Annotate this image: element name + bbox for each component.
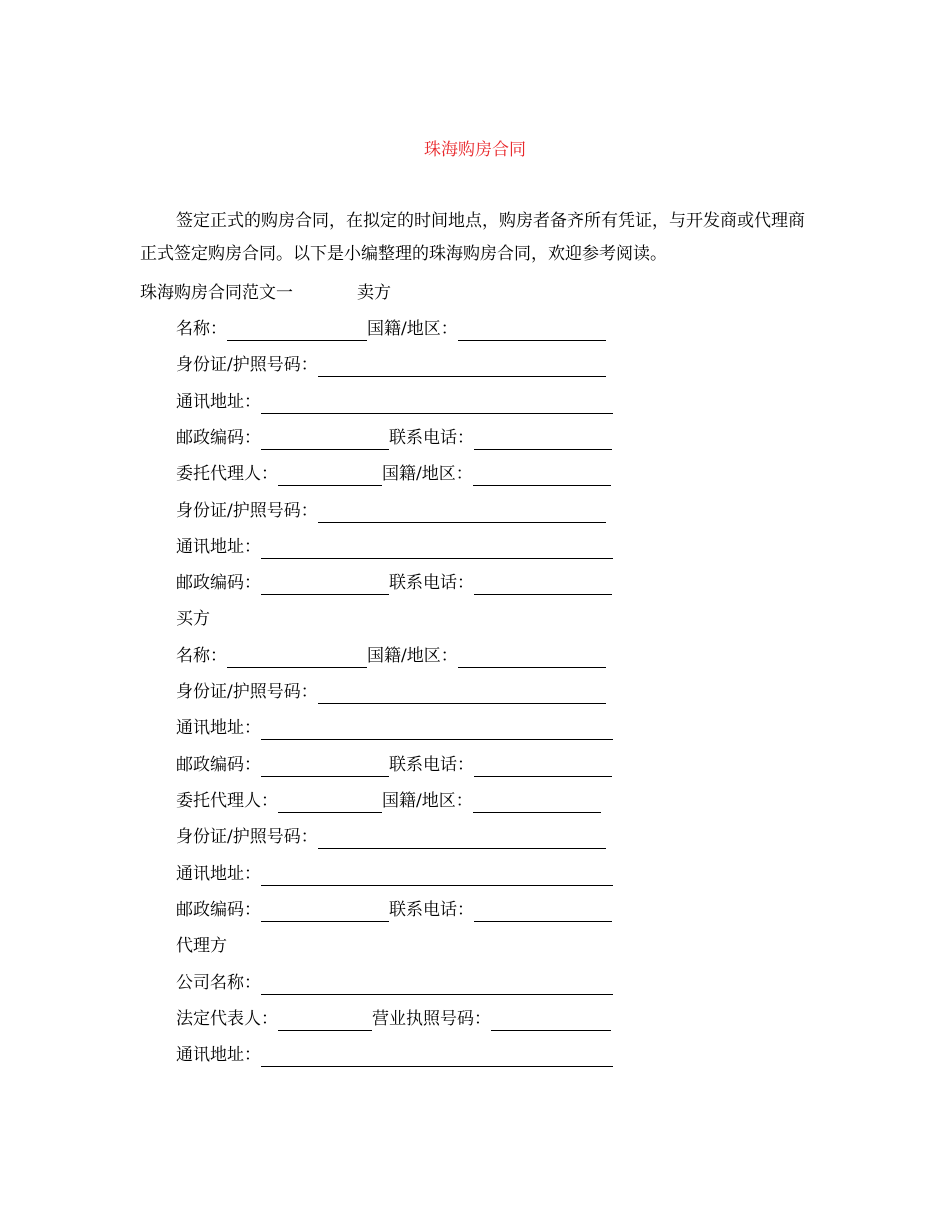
name-label: 名称： <box>176 646 227 666</box>
buyer-heading-row <box>176 607 210 631</box>
phone-label: 联系电话： <box>389 573 474 593</box>
seller-proxy-address-row <box>176 535 613 559</box>
buyer-name-field[interactable] <box>227 649 367 668</box>
buyer-proxy-row <box>176 789 601 813</box>
agent-address-row <box>176 1043 613 1067</box>
buyer-heading: 买方 <box>176 609 210 629</box>
postcode-label: 邮政编码： <box>176 900 261 920</box>
agent-heading: 代理方 <box>176 936 227 956</box>
sample-heading: 珠海购房合同范文一 <box>140 283 293 303</box>
seller-id-field[interactable] <box>318 358 606 377</box>
buyer-phone-field[interactable] <box>474 758 612 777</box>
id-label: 身份证/护照号码： <box>176 827 318 847</box>
seller-postcode-field[interactable] <box>261 431 389 450</box>
page-title: 珠海购房合同 <box>424 140 526 160</box>
legal-rep-label: 法定代表人： <box>176 1009 278 1029</box>
agent-company-row <box>176 971 613 995</box>
seller-proxy-id-row <box>176 499 606 523</box>
address-label: 通讯地址： <box>176 537 261 557</box>
seller-proxy-id-field[interactable] <box>318 504 606 523</box>
seller-address-field[interactable] <box>261 395 613 414</box>
postcode-label: 邮政编码： <box>176 428 261 448</box>
seller-address-row <box>176 390 613 414</box>
seller-name-row <box>176 317 606 341</box>
buyer-proxy-nationality-field[interactable] <box>473 794 601 813</box>
seller-proxy-phone-field[interactable] <box>474 576 612 595</box>
postcode-label: 邮政编码： <box>176 573 261 593</box>
buyer-proxy-contact-row <box>176 898 612 922</box>
seller-phone-field[interactable] <box>474 431 612 450</box>
buyer-address-field[interactable] <box>261 721 613 740</box>
seller-proxy-contact-row <box>176 571 612 595</box>
id-label: 身份证/护照号码： <box>176 682 318 702</box>
intro-paragraph: 签定正式的购房合同，在拟定的时间地点，购房者备齐所有凭证，与开发商或代理商正式签定购房合同。以下是小编整理的珠海购房合同，欢迎参考阅读。 <box>140 211 805 264</box>
address-label: 通讯地址： <box>176 392 261 412</box>
company-label: 公司名称： <box>176 973 261 993</box>
postcode-label: 邮政编码： <box>176 755 261 775</box>
nationality-label: 国籍/地区： <box>367 646 458 666</box>
nationality-label: 国籍/地区： <box>382 791 473 811</box>
address-label: 通讯地址： <box>176 1045 261 1065</box>
proxy-label: 委托代理人： <box>176 464 278 484</box>
buyer-proxy-address-row <box>176 862 613 886</box>
seller-proxy-address-field[interactable] <box>261 540 613 559</box>
buyer-proxy-phone-field[interactable] <box>474 903 612 922</box>
buyer-name-row <box>176 644 606 668</box>
phone-label: 联系电话： <box>389 900 474 920</box>
buyer-id-row <box>176 680 606 704</box>
agent-heading-row <box>176 934 227 958</box>
phone-label: 联系电话： <box>389 755 474 775</box>
seller-proxy-nationality-field[interactable] <box>473 467 611 486</box>
seller-proxy-postcode-field[interactable] <box>261 576 389 595</box>
agent-legal-row <box>176 1007 611 1031</box>
phone-label: 联系电话： <box>389 428 474 448</box>
id-label: 身份证/护照号码： <box>176 501 318 521</box>
buyer-postcode-field[interactable] <box>261 758 389 777</box>
seller-id-row <box>176 353 606 377</box>
buyer-id-field[interactable] <box>318 685 606 704</box>
buyer-proxy-postcode-field[interactable] <box>261 903 389 922</box>
buyer-proxy-id-row <box>176 825 606 849</box>
buyer-proxy-address-field[interactable] <box>261 867 613 886</box>
seller-heading: 卖方 <box>357 283 391 303</box>
address-label: 通讯地址： <box>176 864 261 884</box>
buyer-nationality-field[interactable] <box>458 649 606 668</box>
seller-proxy-row <box>176 462 611 486</box>
agent-company-field[interactable] <box>261 976 613 995</box>
name-label: 名称： <box>176 319 227 339</box>
seller-proxy-field[interactable] <box>278 467 382 486</box>
proxy-label: 委托代理人： <box>176 791 278 811</box>
buyer-proxy-id-field[interactable] <box>318 830 606 849</box>
seller-nationality-field[interactable] <box>458 322 606 341</box>
buyer-address-row <box>176 716 613 740</box>
seller-contact-row <box>176 426 612 450</box>
license-label: 营业执照号码： <box>372 1009 491 1029</box>
agent-license-field[interactable] <box>491 1012 611 1031</box>
nationality-label: 国籍/地区： <box>367 319 458 339</box>
sample-heading-row <box>140 281 391 305</box>
buyer-contact-row <box>176 753 612 777</box>
agent-legal-rep-field[interactable] <box>278 1012 372 1031</box>
id-label: 身份证/护照号码： <box>176 355 318 375</box>
buyer-proxy-field[interactable] <box>278 794 382 813</box>
seller-name-field[interactable] <box>227 322 367 341</box>
nationality-label: 国籍/地区： <box>382 464 473 484</box>
address-label: 通讯地址： <box>176 718 261 738</box>
agent-address-field[interactable] <box>261 1048 613 1067</box>
